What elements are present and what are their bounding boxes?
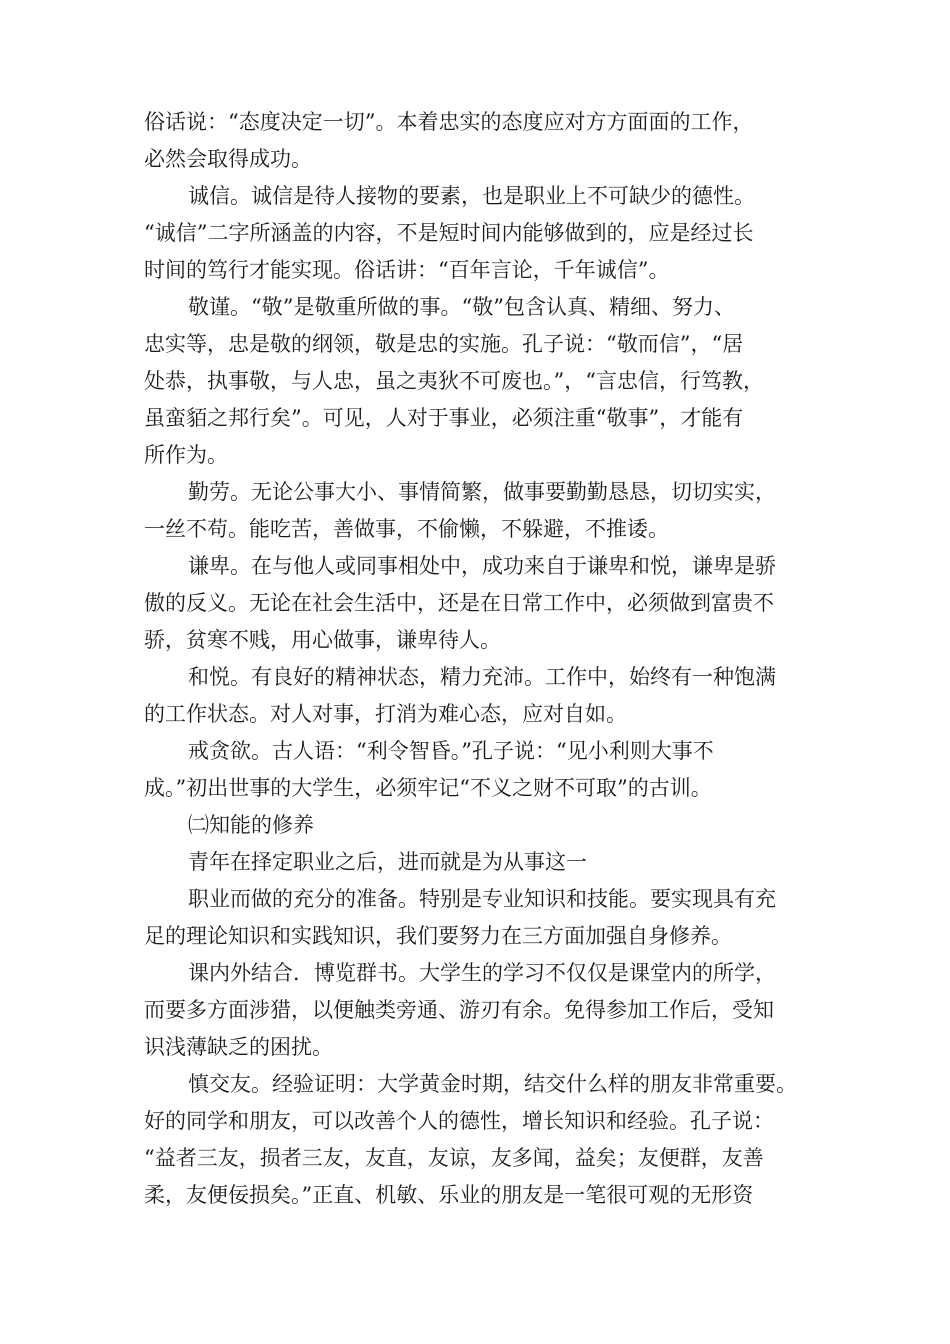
text-line: 成。”初出世事的大学生，必须牢记“不义之财不可取”的古训。 bbox=[144, 776, 712, 800]
text-line: 一丝不苟。能吃苦，善做事，不偷懒，不躲避，不推诿。 bbox=[144, 517, 669, 541]
text-line: 和悦。有良好的精神状态，精力充沛。工作中，始终有一种饱满 bbox=[188, 665, 776, 689]
text-line: 课内外结合．博览群书。大学生的学习不仅仅是课堂内的所学， bbox=[188, 961, 776, 985]
text-line: 处恭，执事敬，与人忠，虽之夷狄不可废也。”，“言忠信，行笃教， bbox=[144, 369, 764, 393]
text-line: 职业而做的充分的准备。特别是专业知识和技能。要实现具有充 bbox=[188, 887, 776, 911]
text-line: ㈡知能的修养 bbox=[188, 813, 314, 837]
text-line: 谦卑。在与他人或同事相处中，成功来自于谦卑和悦，谦卑是骄 bbox=[188, 554, 776, 578]
text-line: 好的同学和朋友，可以改善个人的德性，增长知识和经验。孔子说： bbox=[144, 1109, 774, 1133]
text-line: “益者三友，损者三友，友直，友谅，友多闻，益矣；友便群，友善 bbox=[144, 1146, 764, 1170]
text-line: 足的理论知识和实践知识，我们要努力在三方面加强自身修养。 bbox=[144, 924, 732, 948]
text-line: 的工作状态。对人对事，打消为难心态，应对自如。 bbox=[144, 702, 627, 726]
text-line: 俗话说：“态度决定一切”。本着忠实的态度应对方方面面的工作， bbox=[144, 110, 754, 134]
text-line: 时间的笃行才能实现。俗话讲：“百年言论，千年诚信”。 bbox=[144, 258, 670, 282]
text-line: 诚信。诚信是待人接物的要素，也是职业上不可缺少的德性。 bbox=[188, 184, 755, 208]
text-line: 识浅薄缺乏的困扰。 bbox=[144, 1035, 333, 1059]
text-line: 敬谨。“敬”是敬重所做的事。“敬”包含认真、精细、努力、 bbox=[188, 295, 735, 319]
text-line: 必然会取得成功。 bbox=[144, 147, 312, 171]
text-line: 而要多方面涉猎，以便触类旁通、游刃有余。免得参加工作后，受知 bbox=[144, 998, 774, 1022]
text-line: 傲的反义。无论在社会生活中，还是在日常工作中，必须做到富贵不 bbox=[144, 591, 774, 615]
text-line: 勤劳。无论公事大小、事情简繁，做事要勤勤恳恳，切切实实， bbox=[188, 480, 776, 504]
text-line: 骄，贫寒不贱，用心做事，谦卑待人。 bbox=[144, 628, 501, 652]
document-page bbox=[144, 104, 844, 1214]
text-line: 戒贪欲。古人语：“利令智昏。”孔子说：“见小利则大事不 bbox=[188, 739, 714, 763]
text-line: 所作为。 bbox=[144, 443, 228, 467]
text-line: “诚信”二字所涵盖的内容，不是短时间内能够做到的，应是经过长 bbox=[144, 221, 754, 245]
text-line: 忠实等，忠是敬的纲领，敬是忠的实施。孔子说：“敬而信”，“居 bbox=[144, 332, 744, 356]
text-line: 青年在择定职业之后，进而就是为从事这一 bbox=[188, 850, 587, 874]
text-line: 慎交友。经验证明：大学黄金时期，结交什么样的朋友非常重要。 bbox=[188, 1072, 797, 1096]
text-line: 柔，友便佞损矣。”正直、机敏、乐业的朋友是一笔很可观的无形资 bbox=[144, 1183, 754, 1207]
text-line: 虽蛮貊之邦行矣”。可见，人对于事业，必须注重“敬事”，才能有 bbox=[144, 406, 744, 430]
